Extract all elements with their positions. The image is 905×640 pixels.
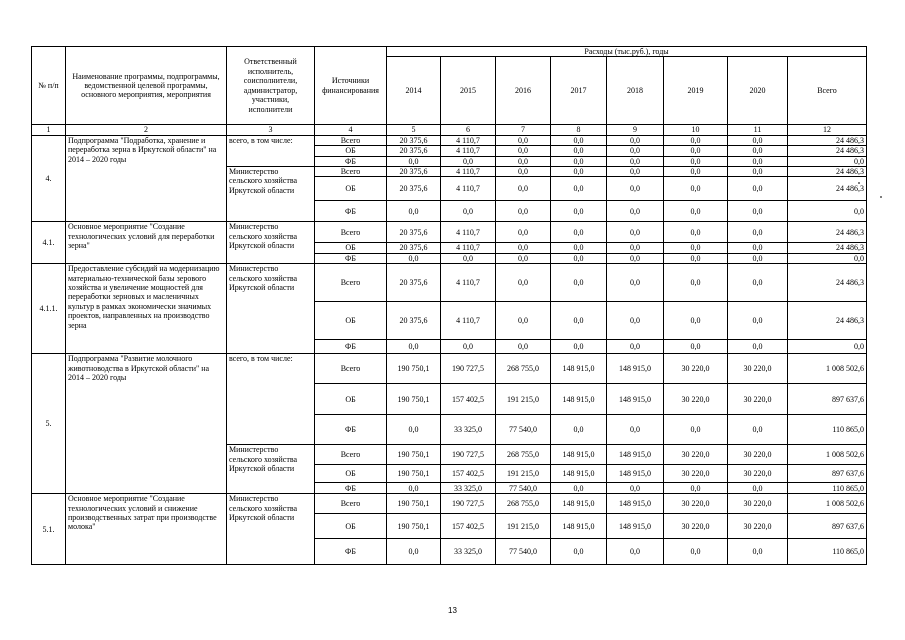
year-value: 0,0 bbox=[551, 135, 607, 145]
year-value: 190 750,1 bbox=[387, 354, 441, 384]
year-value: 30 220,0 bbox=[664, 465, 728, 483]
year-value: 0,0 bbox=[664, 539, 728, 565]
item-number: 5. bbox=[32, 354, 66, 494]
year-value: 0,0 bbox=[441, 201, 496, 222]
year-value: 0,0 bbox=[728, 243, 788, 253]
year-value: 30 220,0 bbox=[664, 354, 728, 384]
table-row bbox=[32, 494, 867, 514]
year-value: 268 755,0 bbox=[496, 354, 551, 384]
year-value: 4 110,7 bbox=[441, 264, 496, 302]
year-value: 0,0 bbox=[728, 201, 788, 222]
col-header-number: № п/п bbox=[32, 47, 66, 125]
year-value: 0,0 bbox=[607, 201, 664, 222]
item-number: 4.1. bbox=[32, 222, 66, 264]
year-value: 0,0 bbox=[441, 340, 496, 354]
total-value: 24 486,3 bbox=[788, 167, 867, 177]
year-value: 148 915,0 bbox=[607, 514, 664, 539]
col-header-responsible: Ответственный исполнитель, соисполнители, администратор, участники, исполнители bbox=[227, 47, 315, 125]
year-value: 0,0 bbox=[496, 243, 551, 253]
year-value: 0,0 bbox=[728, 340, 788, 354]
table-header bbox=[32, 47, 867, 136]
year-value: 20 375,6 bbox=[387, 302, 441, 340]
item-name: Основное мероприятие "Создание технологических условий для переработки зерна" bbox=[66, 222, 227, 264]
year-value: 0,0 bbox=[664, 302, 728, 340]
year-value: 0,0 bbox=[496, 177, 551, 201]
year-value: 0,0 bbox=[607, 243, 664, 253]
year-value: 0,0 bbox=[664, 167, 728, 177]
year-value: 0,0 bbox=[607, 264, 664, 302]
total-value: 897 637,6 bbox=[788, 384, 867, 415]
funding-source: Всего bbox=[315, 222, 387, 243]
year-value: 0,0 bbox=[664, 135, 728, 145]
col-number: 7 bbox=[496, 125, 551, 135]
total-value: 1 008 502,6 bbox=[788, 354, 867, 384]
year-value: 268 755,0 bbox=[496, 494, 551, 514]
year-value: 4 110,7 bbox=[441, 146, 496, 156]
responsible-executor: всего, в том числе: bbox=[227, 135, 315, 166]
year-value: 30 220,0 bbox=[664, 384, 728, 415]
year-value: 148 915,0 bbox=[607, 465, 664, 483]
table-row bbox=[32, 222, 867, 243]
year-value: 0,0 bbox=[551, 302, 607, 340]
col-number: 1 bbox=[32, 125, 66, 135]
year-value: 0,0 bbox=[607, 167, 664, 177]
funding-source: ОБ bbox=[315, 146, 387, 156]
budget-table bbox=[31, 46, 867, 565]
year-value: 0,0 bbox=[551, 146, 607, 156]
total-value: 24 486,3 bbox=[788, 135, 867, 145]
year-value: 0,0 bbox=[607, 156, 664, 166]
total-value: 1 008 502,6 bbox=[788, 494, 867, 514]
total-value: 24 486,3 bbox=[788, 222, 867, 243]
year-value: 0,0 bbox=[664, 201, 728, 222]
year-value: 0,0 bbox=[496, 156, 551, 166]
year-value: 4 110,7 bbox=[441, 222, 496, 243]
col-number: 3 bbox=[227, 125, 315, 135]
funding-source: ФБ bbox=[315, 156, 387, 166]
year-value: 0,0 bbox=[728, 302, 788, 340]
year-value: 0,0 bbox=[728, 539, 788, 565]
funding-source: Всего bbox=[315, 167, 387, 177]
col-number: 9 bbox=[607, 125, 664, 135]
year-value: 0,0 bbox=[728, 146, 788, 156]
funding-source: ОБ bbox=[315, 243, 387, 253]
scan-speck bbox=[880, 196, 882, 198]
year-value: 148 915,0 bbox=[607, 354, 664, 384]
year-value: 148 915,0 bbox=[551, 354, 607, 384]
page-number: 13 bbox=[448, 606, 457, 615]
year-value: 20 375,6 bbox=[387, 222, 441, 243]
year-value: 157 402,5 bbox=[441, 384, 496, 415]
year-value: 0,0 bbox=[664, 243, 728, 253]
year-value: 0,0 bbox=[607, 135, 664, 145]
year-value: 190 750,1 bbox=[387, 384, 441, 415]
year-value: 0,0 bbox=[496, 340, 551, 354]
funding-source: ОБ bbox=[315, 465, 387, 483]
year-value: 0,0 bbox=[551, 415, 607, 445]
col-header-name: Наименование программы, подпрограммы, ведомственной целевой программы, основного мероприятия, мероприятия bbox=[66, 47, 227, 125]
year-value: 30 220,0 bbox=[728, 494, 788, 514]
year-value: 190 727,5 bbox=[441, 445, 496, 465]
col-header-expenses: Расходы (тыс.руб.), годы bbox=[387, 47, 867, 57]
item-number: 4. bbox=[32, 135, 66, 222]
funding-source: Всего bbox=[315, 264, 387, 302]
year-value: 0,0 bbox=[496, 302, 551, 340]
year-value: 0,0 bbox=[607, 539, 664, 565]
year-value: 157 402,5 bbox=[441, 465, 496, 483]
total-value: 110 865,0 bbox=[788, 483, 867, 494]
year-value: 0,0 bbox=[551, 340, 607, 354]
year-value: 0,0 bbox=[607, 253, 664, 263]
year-value: 4 110,7 bbox=[441, 302, 496, 340]
responsible-executor: Министерство сельского хозяйства Иркутской области bbox=[227, 264, 315, 354]
year-value: 33 325,0 bbox=[441, 539, 496, 565]
year-value: 0,0 bbox=[551, 243, 607, 253]
total-value: 24 486,3 bbox=[788, 177, 867, 201]
year-value: 191 215,0 bbox=[496, 384, 551, 415]
col-header-year: 2019 bbox=[664, 57, 728, 125]
total-value: 24 486,3 bbox=[788, 243, 867, 253]
year-value: 190 727,5 bbox=[441, 354, 496, 384]
responsible-executor: Министерство сельского хозяйства Иркутской области bbox=[227, 494, 315, 565]
col-header-source: Источники финансирования bbox=[315, 47, 387, 125]
responsible-executor: Министерство сельского хозяйства Иркутской области bbox=[227, 222, 315, 264]
year-value: 0,0 bbox=[551, 222, 607, 243]
col-number: 10 bbox=[664, 125, 728, 135]
total-value: 110 865,0 bbox=[788, 415, 867, 445]
col-number: 6 bbox=[441, 125, 496, 135]
funding-source: Всего bbox=[315, 135, 387, 145]
year-value: 0,0 bbox=[387, 340, 441, 354]
year-value: 30 220,0 bbox=[664, 514, 728, 539]
year-value: 148 915,0 bbox=[551, 465, 607, 483]
year-value: 4 110,7 bbox=[441, 177, 496, 201]
year-value: 0,0 bbox=[607, 177, 664, 201]
responsible-executor: Министерство сельского хозяйства Иркутской области bbox=[227, 445, 315, 494]
year-value: 148 915,0 bbox=[551, 494, 607, 514]
year-value: 148 915,0 bbox=[607, 445, 664, 465]
year-value: 190 750,1 bbox=[387, 514, 441, 539]
year-value: 0,0 bbox=[664, 156, 728, 166]
year-value: 4 110,7 bbox=[441, 167, 496, 177]
year-value: 0,0 bbox=[664, 177, 728, 201]
year-value: 190 750,1 bbox=[387, 494, 441, 514]
year-value: 0,0 bbox=[551, 156, 607, 166]
column-number-row bbox=[32, 125, 867, 135]
col-header-year: 2015 bbox=[441, 57, 496, 125]
col-number: 8 bbox=[551, 125, 607, 135]
year-value: 0,0 bbox=[496, 222, 551, 243]
year-value: 0,0 bbox=[441, 156, 496, 166]
col-header-year: 2014 bbox=[387, 57, 441, 125]
col-number: 12 bbox=[788, 125, 867, 135]
year-value: 0,0 bbox=[664, 483, 728, 494]
item-number: 4.1.1. bbox=[32, 264, 66, 354]
year-value: 20 375,6 bbox=[387, 264, 441, 302]
year-value: 33 325,0 bbox=[441, 483, 496, 494]
year-value: 0,0 bbox=[551, 201, 607, 222]
table-body bbox=[32, 135, 867, 564]
col-number: 2 bbox=[66, 125, 227, 135]
year-value: 0,0 bbox=[387, 483, 441, 494]
total-value: 0,0 bbox=[788, 340, 867, 354]
table-row bbox=[32, 354, 867, 384]
year-value: 0,0 bbox=[496, 253, 551, 263]
col-header-total: Всего bbox=[788, 57, 867, 125]
item-number: 5.1. bbox=[32, 494, 66, 565]
year-value: 0,0 bbox=[607, 222, 664, 243]
total-value: 897 637,6 bbox=[788, 465, 867, 483]
year-value: 0,0 bbox=[607, 302, 664, 340]
year-value: 0,0 bbox=[728, 177, 788, 201]
funding-source: Всего bbox=[315, 445, 387, 465]
funding-source: ФБ bbox=[315, 340, 387, 354]
year-value: 77 540,0 bbox=[496, 539, 551, 565]
year-value: 30 220,0 bbox=[664, 494, 728, 514]
col-header-year: 2017 bbox=[551, 57, 607, 125]
year-value: 0,0 bbox=[728, 264, 788, 302]
responsible-executor: Министерство сельского хозяйства Иркутской области bbox=[227, 167, 315, 222]
total-value: 0,0 bbox=[788, 156, 867, 166]
year-value: 0,0 bbox=[441, 253, 496, 263]
year-value: 0,0 bbox=[387, 156, 441, 166]
year-value: 4 110,7 bbox=[441, 135, 496, 145]
year-value: 0,0 bbox=[387, 539, 441, 565]
year-value: 0,0 bbox=[728, 253, 788, 263]
funding-source: ОБ bbox=[315, 302, 387, 340]
year-value: 30 220,0 bbox=[728, 354, 788, 384]
year-value: 148 915,0 bbox=[551, 384, 607, 415]
year-value: 0,0 bbox=[387, 201, 441, 222]
year-value: 30 220,0 bbox=[728, 465, 788, 483]
year-value: 190 750,1 bbox=[387, 445, 441, 465]
table-row bbox=[32, 135, 867, 145]
year-value: 0,0 bbox=[496, 201, 551, 222]
year-value: 20 375,6 bbox=[387, 243, 441, 253]
total-value: 24 486,3 bbox=[788, 264, 867, 302]
year-value: 30 220,0 bbox=[728, 445, 788, 465]
funding-source: Всего bbox=[315, 494, 387, 514]
year-value: 148 915,0 bbox=[607, 384, 664, 415]
total-value: 24 486,3 bbox=[788, 302, 867, 340]
funding-source: ФБ bbox=[315, 483, 387, 494]
col-header-year: 2020 bbox=[728, 57, 788, 125]
year-value: 0,0 bbox=[496, 264, 551, 302]
item-name: Предоставление субсидий на модернизацию материально-технической базы зерового хозяйства и увеличение мощностей для переработки зерновых и масленичных культур в рамках экономически значимых проектов, направленных на производство зерна bbox=[66, 264, 227, 354]
total-value: 1 008 502,6 bbox=[788, 445, 867, 465]
year-value: 0,0 bbox=[728, 222, 788, 243]
funding-source: ОБ bbox=[315, 514, 387, 539]
total-value: 24 486,3 bbox=[788, 146, 867, 156]
year-value: 0,0 bbox=[551, 177, 607, 201]
col-number: 5 bbox=[387, 125, 441, 135]
year-value: 0,0 bbox=[551, 253, 607, 263]
col-header-year: 2016 bbox=[496, 57, 551, 125]
year-value: 190 727,5 bbox=[441, 494, 496, 514]
funding-source: Всего bbox=[315, 354, 387, 384]
year-value: 148 915,0 bbox=[607, 494, 664, 514]
year-value: 0,0 bbox=[607, 340, 664, 354]
year-value: 157 402,5 bbox=[441, 514, 496, 539]
year-value: 30 220,0 bbox=[728, 384, 788, 415]
item-name: Подпрограмма "Развитие молочного животноводства в Иркутской области" на 2014 – 2020 годы bbox=[66, 354, 227, 494]
year-value: 0,0 bbox=[496, 146, 551, 156]
budget-document bbox=[31, 46, 866, 565]
year-value: 0,0 bbox=[664, 415, 728, 445]
total-value: 110 865,0 bbox=[788, 539, 867, 565]
year-value: 0,0 bbox=[664, 340, 728, 354]
year-value: 148 915,0 bbox=[551, 514, 607, 539]
year-value: 0,0 bbox=[664, 264, 728, 302]
year-value: 0,0 bbox=[607, 146, 664, 156]
year-value: 0,0 bbox=[387, 253, 441, 263]
year-value: 77 540,0 bbox=[496, 483, 551, 494]
funding-source: ОБ bbox=[315, 384, 387, 415]
year-value: 0,0 bbox=[728, 156, 788, 166]
year-value: 0,0 bbox=[607, 483, 664, 494]
item-name: Подпрограмма "Подработка, хранение и переработка зерна в Иркутской области" на 2014 – 2020 годы bbox=[66, 135, 227, 222]
table-row bbox=[32, 264, 867, 302]
year-value: 20 375,6 bbox=[387, 167, 441, 177]
year-value: 0,0 bbox=[664, 222, 728, 243]
col-header-year: 2018 bbox=[607, 57, 664, 125]
year-value: 0,0 bbox=[496, 167, 551, 177]
year-value: 0,0 bbox=[728, 483, 788, 494]
total-value: 0,0 bbox=[788, 201, 867, 222]
year-value: 0,0 bbox=[496, 135, 551, 145]
year-value: 0,0 bbox=[551, 539, 607, 565]
item-name: Основное мероприятие "Создание технологических условий и снижение производственных затрат при производстве молока" bbox=[66, 494, 227, 565]
funding-source: ФБ bbox=[315, 253, 387, 263]
year-value: 77 540,0 bbox=[496, 415, 551, 445]
col-number: 11 bbox=[728, 125, 788, 135]
year-value: 0,0 bbox=[551, 167, 607, 177]
year-value: 191 215,0 bbox=[496, 465, 551, 483]
year-value: 0,0 bbox=[551, 264, 607, 302]
funding-source: ФБ bbox=[315, 539, 387, 565]
year-value: 0,0 bbox=[387, 415, 441, 445]
year-value: 0,0 bbox=[728, 415, 788, 445]
responsible-executor: всего, в том числе: bbox=[227, 354, 315, 445]
scan-speck bbox=[858, 182, 860, 184]
year-value: 30 220,0 bbox=[728, 514, 788, 539]
year-value: 191 215,0 bbox=[496, 514, 551, 539]
col-number: 4 bbox=[315, 125, 387, 135]
year-value: 30 220,0 bbox=[664, 445, 728, 465]
total-value: 897 637,6 bbox=[788, 514, 867, 539]
year-value: 0,0 bbox=[728, 167, 788, 177]
year-value: 0,0 bbox=[551, 483, 607, 494]
year-value: 4 110,7 bbox=[441, 243, 496, 253]
year-value: 0,0 bbox=[607, 415, 664, 445]
year-value: 20 375,6 bbox=[387, 135, 441, 145]
year-value: 0,0 bbox=[664, 253, 728, 263]
year-value: 148 915,0 bbox=[551, 445, 607, 465]
year-value: 190 750,1 bbox=[387, 465, 441, 483]
total-value: 0,0 bbox=[788, 253, 867, 263]
year-value: 268 755,0 bbox=[496, 445, 551, 465]
funding-source: ФБ bbox=[315, 201, 387, 222]
year-value: 0,0 bbox=[728, 135, 788, 145]
year-value: 33 325,0 bbox=[441, 415, 496, 445]
year-value: 0,0 bbox=[664, 146, 728, 156]
funding-source: ФБ bbox=[315, 415, 387, 445]
year-value: 20 375,6 bbox=[387, 177, 441, 201]
year-value: 20 375,6 bbox=[387, 146, 441, 156]
funding-source: ОБ bbox=[315, 177, 387, 201]
